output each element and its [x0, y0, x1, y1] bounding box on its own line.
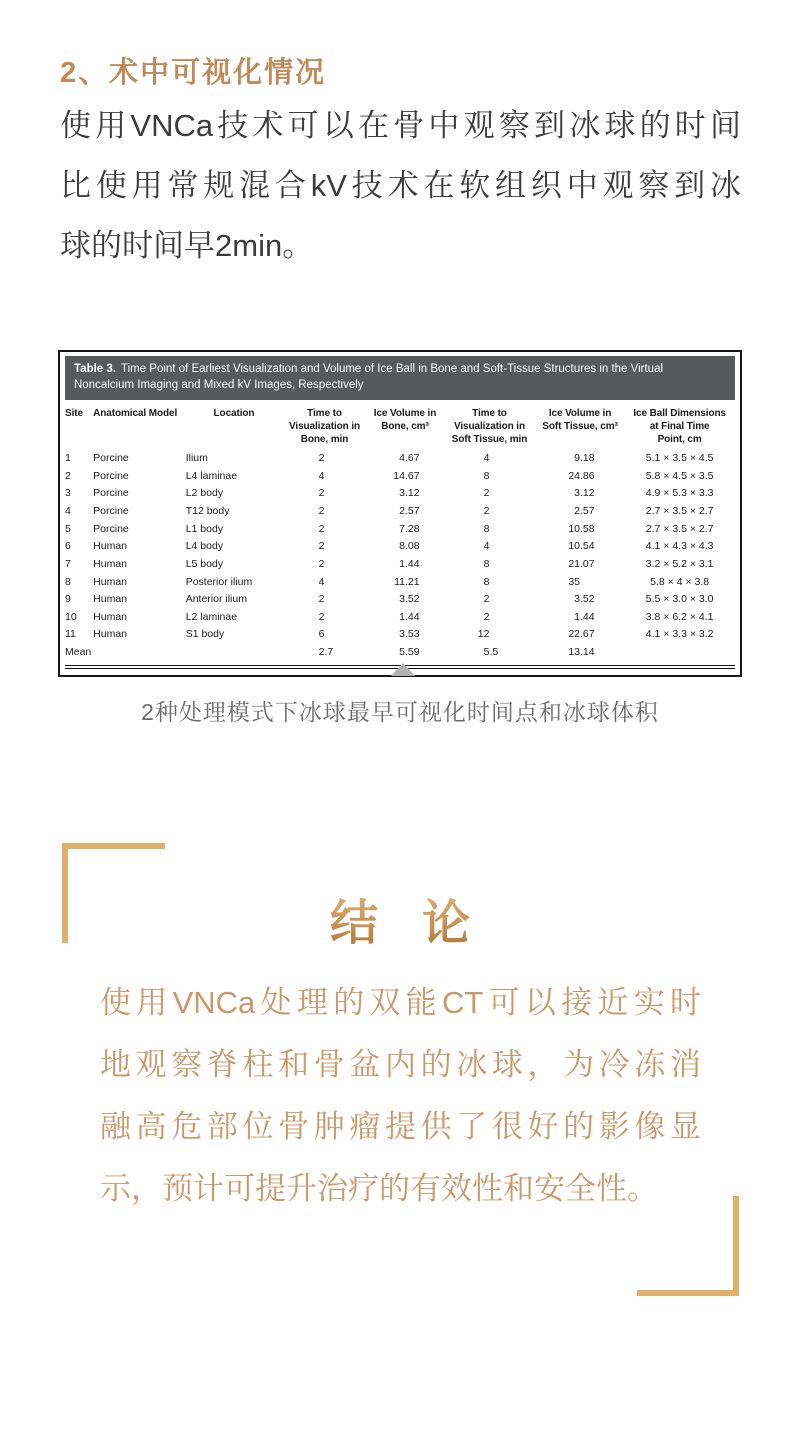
cell-dims: 5.5 × 3.0 × 3.0 [645, 593, 714, 606]
cell-location: L4 laminae [185, 469, 238, 482]
number-int: 2 [318, 593, 325, 606]
number-frac: .12 [580, 487, 595, 500]
cell-v_soft [536, 556, 625, 574]
cell-v_soft [536, 626, 625, 644]
number-int: 7 [399, 522, 405, 535]
col-header-site: Site [65, 407, 83, 419]
number-frac: .12 [404, 487, 420, 500]
cell-site: 5 [65, 522, 71, 535]
number-int: 2 [318, 646, 325, 659]
number-frac: .07 [580, 557, 595, 570]
conclusion-line: 示，预计可提升治疗的有效性和安全性。 [100, 1171, 658, 1206]
number-frac: .28 [404, 522, 420, 535]
cell-dims: 3.2 × 5.2 × 3.1 [645, 557, 714, 570]
cell-v_bone [367, 591, 443, 609]
cell-site: 8 [65, 575, 71, 588]
conclusion-line: 使用VNCa处理的双能CT可以接近实时 [100, 985, 701, 1020]
cell-model: Porcine [93, 522, 129, 535]
number-int: 2 [574, 505, 581, 518]
cell-location: T12 body [185, 505, 230, 518]
number-int: 8 [483, 469, 490, 482]
cell-v_soft [536, 591, 625, 609]
cell-v_soft [536, 485, 625, 503]
number-frac: .59 [404, 646, 420, 659]
number-int: 4 [483, 452, 490, 465]
table-header-row [65, 404, 735, 451]
table-row [65, 591, 735, 609]
cell-t_soft [443, 503, 536, 521]
number-int: 24 [568, 469, 581, 482]
number-frac: .44 [404, 610, 420, 623]
table-caption: 2种处理模式下冰球最早可视化时间点和冰球体积 [141, 699, 659, 725]
cell-t_bone [282, 538, 367, 556]
number-int: 3 [574, 487, 581, 500]
table-row [65, 450, 735, 468]
cell-site: 11 [65, 628, 76, 641]
number-frac: .53 [404, 628, 420, 641]
cell-model: Human [93, 575, 128, 588]
cell-t_soft [443, 468, 536, 486]
cell-site: 3 [65, 487, 71, 500]
number-int: 1 [399, 557, 405, 570]
cell-model: Porcine [93, 505, 129, 518]
table-row [65, 556, 735, 574]
cell-v_bone [367, 644, 443, 662]
cell-dims: 4.1 × 4.3 × 4.3 [645, 540, 714, 553]
cell-v_bone [367, 485, 443, 503]
cell-t_soft [443, 521, 536, 539]
number-int: 10 [568, 522, 581, 535]
cell-v_soft [536, 468, 625, 486]
cell-v_soft [536, 521, 625, 539]
cell-dims: 2.7 × 3.5 × 2.7 [645, 522, 714, 535]
cell-dims: 4.1 × 3.3 × 3.2 [645, 628, 714, 641]
cell-v_soft [536, 538, 625, 556]
cell-v_bone [367, 503, 443, 521]
cell-t_bone [282, 574, 367, 592]
table-row [65, 626, 735, 644]
table-title-bar [65, 356, 735, 400]
cell-t_bone [282, 591, 367, 609]
number-int: 1 [399, 610, 405, 623]
cell-v_bone [367, 574, 443, 592]
cell-location: L5 body [185, 557, 224, 570]
table-row [65, 574, 735, 592]
cell-dims: 5.8 × 4.5 × 3.5 [645, 469, 714, 482]
col-header-model: Anatomical Model [93, 407, 178, 419]
cell-dims: 5.8 × 4 × 3.8 [650, 575, 710, 588]
cell-t_bone [282, 609, 367, 627]
table-row [65, 468, 735, 486]
number-int: 2 [483, 593, 490, 606]
paragraph-line: 球的时间早2min。 [60, 228, 314, 263]
table-row [65, 538, 735, 556]
cell-v_bone [367, 538, 443, 556]
cell-location: L1 body [185, 522, 224, 535]
cell-v_bone [367, 609, 443, 627]
cell-location: L2 laminae [185, 610, 238, 623]
number-int: 2 [399, 505, 405, 518]
cell-location [186, 644, 283, 662]
cell-site: 10 [65, 610, 77, 623]
paragraph-line: 使用VNCa技术可以在骨中观察到冰球的时间 [60, 108, 741, 143]
number-int: 1 [574, 610, 581, 623]
number-int: 2 [318, 452, 325, 465]
number-frac: .54 [580, 540, 595, 553]
cell-site: 4 [65, 505, 71, 518]
table-row [65, 609, 735, 627]
cell-location: Ilium [185, 452, 208, 465]
cell-v_soft [536, 574, 625, 592]
number-int: 6 [318, 628, 325, 641]
table-number-label: Table 3. [74, 363, 116, 375]
cell-v_soft [536, 644, 625, 662]
cell-t_bone [282, 485, 367, 503]
number-frac: .08 [404, 540, 420, 553]
number-int: 3 [574, 593, 581, 606]
conclusion-paragraph [100, 972, 701, 1220]
cell-site: 1 [65, 452, 71, 465]
number-int: 12 [477, 628, 490, 641]
number-int: 2 [318, 540, 325, 553]
number-frac: .86 [580, 469, 595, 482]
cell-model: Human [93, 540, 128, 553]
cell-site: Mean [65, 646, 92, 659]
number-int: 4 [399, 452, 405, 465]
number-int: 2 [318, 610, 325, 623]
cell-t_soft [443, 626, 536, 644]
cell-dims: 5.1 × 3.5 × 4.5 [645, 452, 714, 465]
cell-dims [624, 644, 735, 662]
number-frac: .57 [404, 505, 420, 518]
cell-v_soft [536, 450, 625, 468]
table-title-text: Time Point of Earliest Visualization and Volume of Ice Ball in Bone and Soft-Tissue Structures in the Virtual Noncalcium Imaging and Mixed kV Images, Respectively [74, 363, 664, 392]
cell-v_bone [367, 626, 443, 644]
cell-site: 7 [65, 557, 71, 570]
cell-t_bone [282, 644, 367, 662]
cell-v_bone [367, 468, 443, 486]
cell-location: L4 body [185, 540, 224, 553]
cell-site: 2 [65, 469, 71, 482]
cell-v_bone [367, 521, 443, 539]
number-frac: .44 [580, 610, 595, 623]
number-int: 13 [568, 646, 581, 659]
number-int: 9 [574, 452, 581, 465]
col-header-v_soft: Ice Volume in Soft Tissue, cm³ [542, 407, 618, 432]
number-int: 3 [399, 593, 405, 606]
table-row [65, 485, 735, 503]
corner-bracket-bottom-right [637, 1196, 739, 1296]
cell-t_bone [282, 468, 367, 486]
number-int: 21 [568, 557, 581, 570]
number-frac: .52 [404, 593, 420, 606]
cell-location: L2 body [185, 487, 224, 500]
cell-dims: 4.9 × 5.3 × 3.3 [645, 487, 714, 500]
cell-location: S1 body [185, 628, 225, 641]
table3-figure [58, 350, 742, 677]
number-frac: .57 [580, 505, 595, 518]
paragraph-line: 比使用常规混合kV技术在软组织中观察到冰 [60, 168, 741, 203]
cell-location: Posterior ilium [185, 575, 253, 588]
number-int: 5 [483, 646, 490, 659]
number-frac: .58 [580, 522, 595, 535]
number-int: 3 [399, 628, 405, 641]
number-frac: .18 [580, 452, 595, 465]
cell-model [93, 644, 186, 662]
number-int: 2 [318, 487, 325, 500]
col-header-v_bone: Ice Volume in Bone, cm³ [373, 407, 437, 432]
number-int: 8 [483, 522, 490, 535]
number-int: 2 [318, 505, 325, 518]
cell-dims: 3.8 × 6.2 × 4.1 [645, 610, 714, 623]
col-header-dims: Ice Ball Dimensions at Final Time Point, cm [633, 407, 726, 446]
number-int: 4 [318, 575, 325, 588]
cell-t_soft [443, 556, 536, 574]
cell-location: Anterior ilium [185, 593, 247, 606]
cell-t_soft [443, 591, 536, 609]
number-int: 2 [483, 505, 490, 518]
number-int: 5 [399, 646, 405, 659]
number-frac: .7 [324, 646, 334, 659]
number-frac: .5 [489, 646, 499, 659]
cell-model: Human [93, 557, 128, 570]
col-header-location: Location [213, 407, 255, 419]
number-int: 2 [483, 610, 490, 623]
cell-site: 6 [65, 540, 71, 553]
section-heading: 2、术中可视化情况 [60, 57, 327, 89]
cell-v_soft [536, 503, 625, 521]
cell-t_bone [282, 556, 367, 574]
cell-t_soft [443, 485, 536, 503]
cell-model: Human [93, 628, 128, 641]
number-frac: .67 [404, 469, 420, 482]
number-int: 22 [568, 628, 581, 641]
conclusion-title: 结 论 [0, 884, 800, 953]
number-frac: .14 [580, 646, 595, 659]
number-int: 4 [318, 469, 325, 482]
cell-site: 9 [65, 593, 71, 606]
number-int: 2 [483, 487, 490, 500]
number-int: 8 [483, 575, 490, 588]
cell-v_bone [367, 450, 443, 468]
table-row [65, 503, 735, 521]
cell-t_bone [282, 521, 367, 539]
number-int: 4 [483, 540, 490, 553]
number-int: 8 [399, 540, 405, 553]
cell-t_soft [443, 609, 536, 627]
table-row [65, 521, 735, 539]
cell-t_bone [282, 626, 367, 644]
number-frac: .52 [580, 593, 595, 606]
cell-dims: 2.7 × 3.5 × 2.7 [645, 505, 714, 518]
cell-t_soft [443, 538, 536, 556]
cell-model: Human [93, 593, 128, 606]
conclusion-line: 融高危部位骨肿瘤提供了很好的影像显 [100, 1109, 701, 1144]
number-frac: .67 [404, 452, 420, 465]
number-frac: .67 [580, 628, 595, 641]
cell-v_bone [367, 556, 443, 574]
number-int: 10 [568, 540, 581, 553]
col-header-t_bone: Time to Visualization in Bone, min [289, 407, 361, 446]
col-header-t_soft: Time to Visualization in Soft Tissue, min [451, 407, 528, 446]
number-int: 2 [318, 522, 325, 535]
number-frac: .21 [404, 575, 420, 588]
number-int: 3 [399, 487, 405, 500]
caption-triangle-up-icon [391, 663, 415, 676]
table-row [65, 644, 735, 662]
table3 [65, 404, 735, 662]
cell-model: Porcine [93, 487, 129, 500]
cell-t_soft [443, 574, 536, 592]
cell-t_bone [282, 503, 367, 521]
cell-t_soft [443, 450, 536, 468]
number-int: 2 [318, 557, 325, 570]
section-paragraph [60, 96, 741, 276]
number-frac: .44 [404, 557, 420, 570]
cell-t_soft [443, 644, 536, 662]
cell-model: Porcine [93, 469, 129, 482]
cell-v_soft [536, 609, 625, 627]
number-int: 11 [394, 575, 405, 588]
cell-t_bone [282, 450, 367, 468]
cell-model: Porcine [93, 452, 129, 465]
number-int: 35 [568, 575, 581, 588]
conclusion-line: 地观察脊柱和骨盆内的冰球，为冷冻消 [100, 1047, 701, 1082]
number-int: 8 [483, 557, 490, 570]
number-int: 14 [393, 469, 405, 482]
cell-model: Human [93, 610, 128, 623]
